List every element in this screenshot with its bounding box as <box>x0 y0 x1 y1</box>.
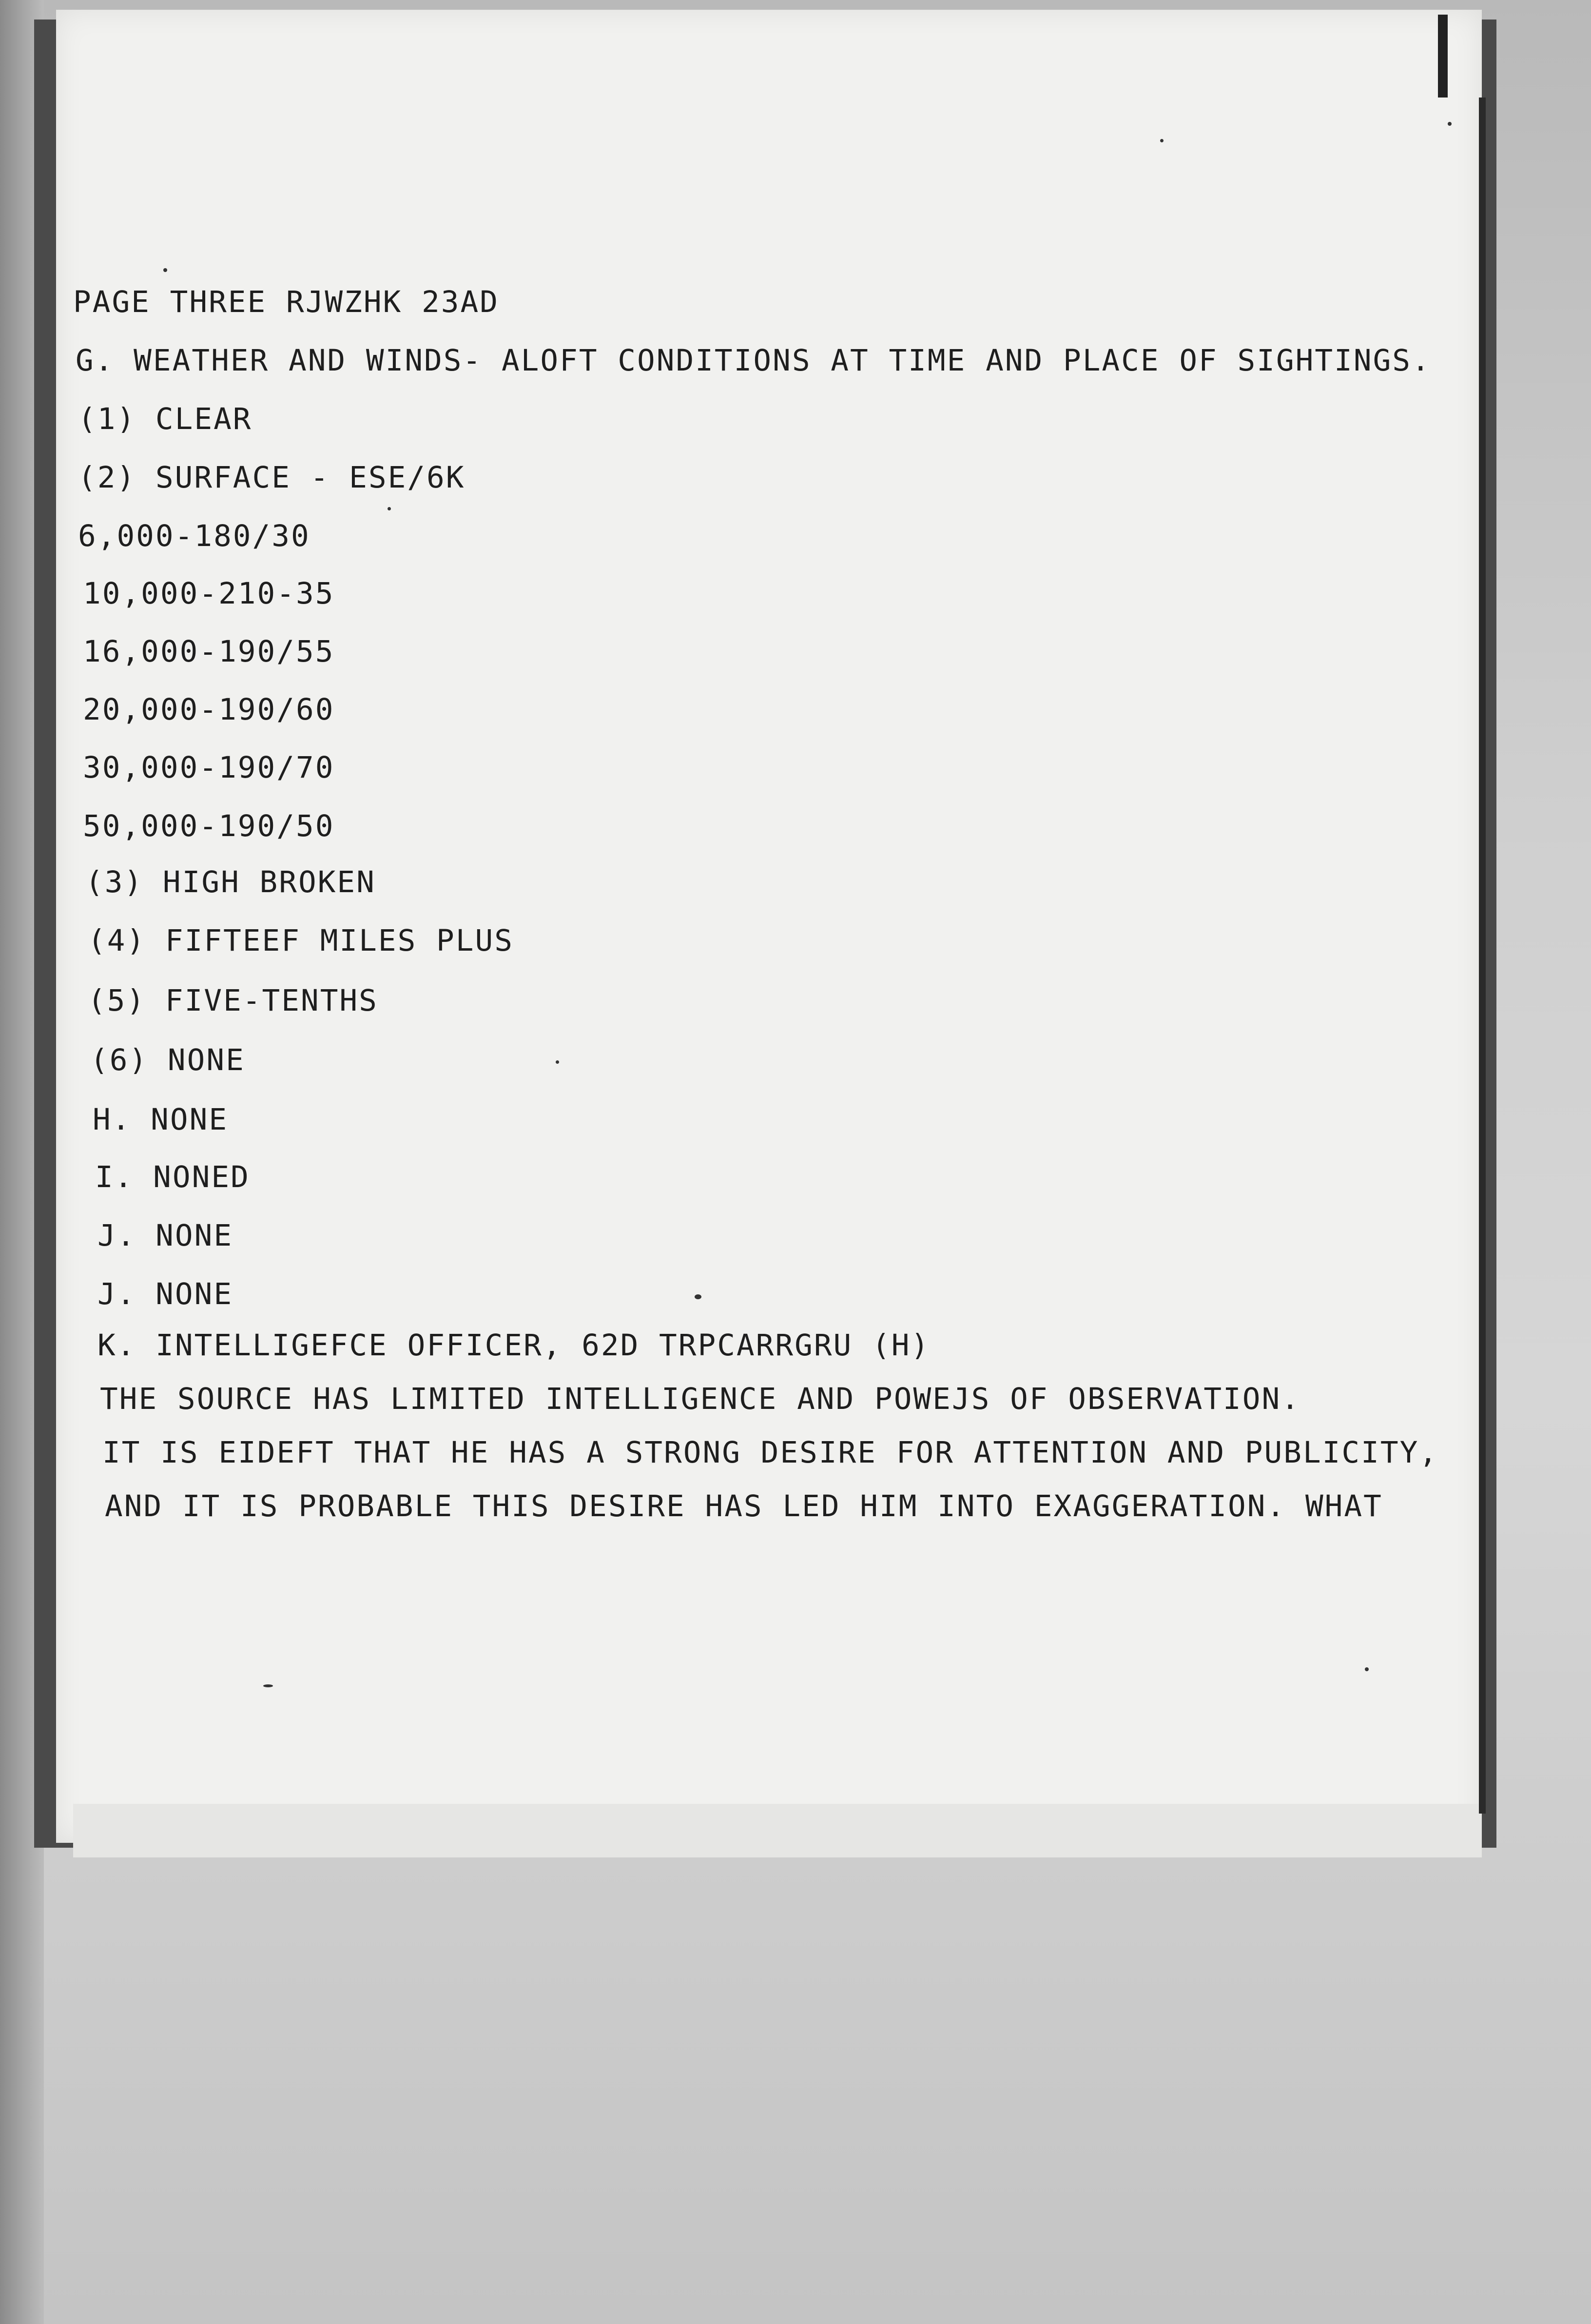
winds-line: 30,000-190/70 <box>83 750 335 785</box>
item-line: J. NONE <box>97 1218 233 1253</box>
dust-speck <box>1365 1667 1369 1671</box>
winds-line: 16,000-190/55 <box>83 634 335 669</box>
dust-speck <box>695 1294 701 1299</box>
narrative-line: AND IT IS PROBABLE THIS DESIRE HAS LED HIM INTO EXAGGERATION. WHAT <box>105 1489 1383 1523</box>
item-line: J. NONE <box>97 1277 233 1311</box>
weather-line: (6) NONE <box>90 1043 245 1077</box>
dust-speck <box>556 1060 559 1064</box>
winds-line: 10,000-210-35 <box>83 576 335 611</box>
item-line: I. NONED <box>95 1160 250 1194</box>
item-g-heading: G. WEATHER AND WINDS- ALOFT CONDITIONS AT TIME AND PLACE OF SIGHTINGS. <box>76 343 1431 378</box>
sheet-lower-edge <box>73 1804 1482 1857</box>
weather-line: (3) HIGH BROKEN <box>85 865 376 899</box>
narrative-line: IT IS EIDEFT THAT HE HAS A STRONG DESIRE FOR ATTENTION AND PUBLICITY, <box>102 1435 1439 1470</box>
weather-line: (2) SURFACE - ESE/6K <box>78 460 466 495</box>
narrative-line: THE SOURCE HAS LIMITED INTELLIGENCE AND POWEJS OF OBSERVATION. <box>100 1382 1300 1416</box>
dust-speck <box>1160 139 1164 142</box>
weather-line: (5) FIVE-TENTHS <box>88 983 378 1018</box>
item-line: K. INTELLIGEFCE OFFICER, 62D TRPCARRGRU (H) <box>97 1328 931 1363</box>
dust-speck <box>163 268 167 272</box>
page-header: PAGE THREE RJWZHK 23AD <box>73 285 499 319</box>
corner-mark <box>1438 15 1448 98</box>
weather-line: (1) CLEAR <box>78 402 252 436</box>
winds-line: 6,000-180/30 <box>78 519 310 553</box>
weather-line: (4) FIFTEEF MILES PLUS <box>88 923 514 958</box>
dust-speck <box>1448 122 1452 126</box>
sheet-right-edge <box>1479 98 1486 1814</box>
winds-line: 50,000-190/50 <box>83 809 335 843</box>
dust-speck <box>263 1684 273 1687</box>
winds-line: 20,000-190/60 <box>83 692 335 727</box>
dust-speck <box>388 507 391 510</box>
item-line: H. NONE <box>93 1102 229 1137</box>
